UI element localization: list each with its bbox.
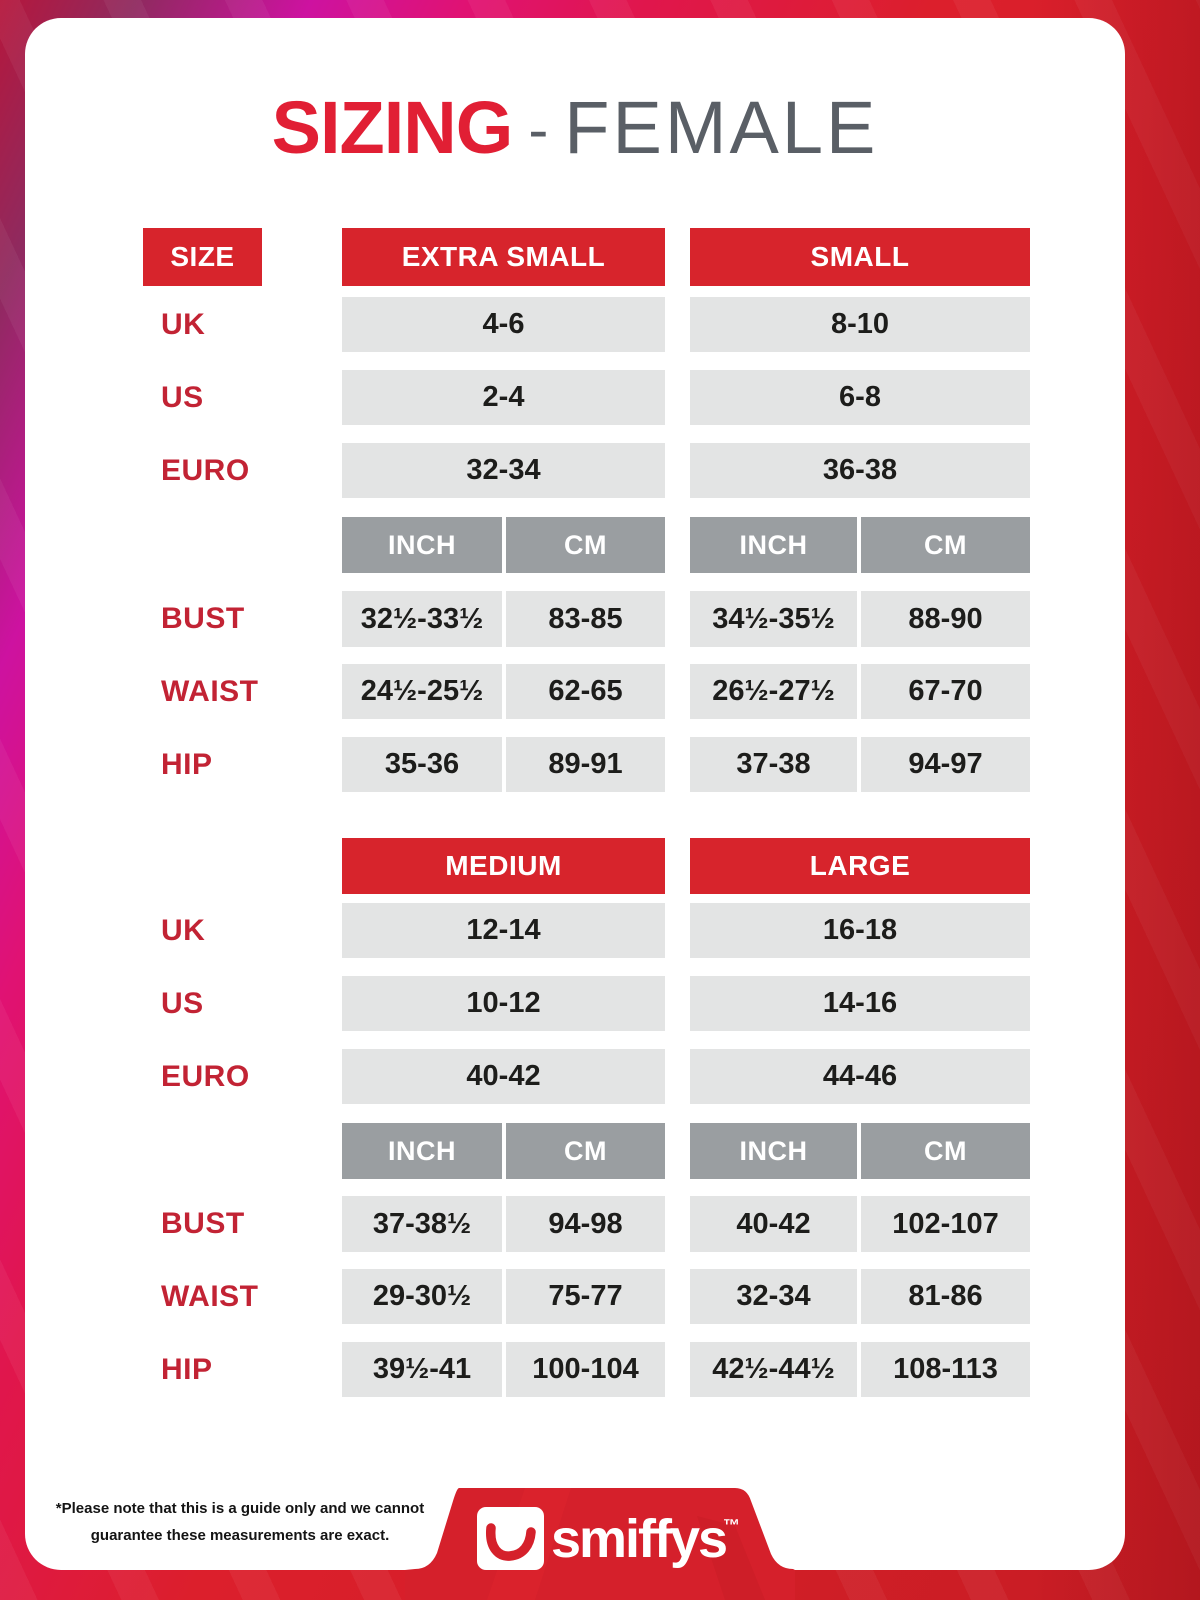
t2-row-label-hip: HIP <box>161 1352 213 1386</box>
t1-size-header: SIZE <box>143 228 262 286</box>
t1-cell-euro-s: 36-38 <box>690 443 1030 498</box>
t2-bust-inch-a: 37-38½ <box>342 1196 502 1252</box>
t1-unit-inch-b: INCH <box>690 517 857 573</box>
t2-col-medium: MEDIUM <box>342 838 665 894</box>
t1-cell-us-xs: 2-4 <box>342 370 665 425</box>
t2-cell-uk-l: 16-18 <box>690 903 1030 958</box>
t2-unit-inch-a: INCH <box>342 1123 502 1179</box>
t1-hip-cm-a: 89-91 <box>506 737 665 792</box>
t2-cell-euro-m: 40-42 <box>342 1049 665 1104</box>
page-title <box>25 84 1125 172</box>
t1-row-label-waist: WAIST <box>161 674 259 708</box>
t1-waist-cm-a: 62-65 <box>506 664 665 719</box>
t1-bust-inch-a: 32½-33½ <box>342 591 502 647</box>
t1-waist-inch-b: 26½-27½ <box>690 664 857 719</box>
smiffys-smile-icon <box>477 1507 544 1570</box>
t1-hip-cm-b: 94-97 <box>861 737 1030 792</box>
disclaimer-note <box>40 1495 440 1549</box>
smiffys-wordmark: smiffys <box>551 1509 727 1569</box>
t1-waist-cm-b: 67-70 <box>861 664 1030 719</box>
t2-waist-inch-a: 29-30½ <box>342 1269 502 1324</box>
t2-waist-inch-b: 32-34 <box>690 1269 857 1324</box>
t2-waist-cm-a: 75-77 <box>506 1269 665 1324</box>
t2-row-label-us: US <box>161 986 204 1020</box>
t1-unit-cm-a: CM <box>506 517 665 573</box>
t2-bust-cm-b: 102-107 <box>861 1196 1030 1252</box>
t1-row-label-hip: HIP <box>161 747 213 781</box>
disclaimer-line-2: guarantee these measurements are exact. <box>90 1527 390 1544</box>
t1-waist-inch-a: 24½-25½ <box>342 664 502 719</box>
t2-row-label-uk: UK <box>161 913 206 947</box>
t2-hip-inch-a: 39½-41 <box>342 1342 502 1397</box>
t2-unit-cm-b: CM <box>861 1123 1030 1179</box>
smiffys-logo-tab <box>405 1486 795 1600</box>
t2-hip-inch-b: 42½-44½ <box>690 1342 857 1397</box>
title-female: FEMALE <box>564 86 879 169</box>
t1-row-label-bust: BUST <box>161 602 245 635</box>
t2-unit-inch-b: INCH <box>690 1123 857 1179</box>
t1-bust-inch-b: 34½-35½ <box>690 591 857 647</box>
t1-row-label-us: US <box>161 380 204 414</box>
t1-unit-inch-a: INCH <box>342 517 502 573</box>
t2-cell-us-l: 14-16 <box>690 976 1030 1031</box>
t2-cell-us-m: 10-12 <box>342 976 665 1031</box>
t1-hip-inch-a: 35-36 <box>342 737 502 792</box>
t2-hip-cm-b: 108-113 <box>861 1342 1030 1397</box>
t2-bust-inch-b: 40-42 <box>690 1196 857 1252</box>
t1-hip-inch-b: 37-38 <box>690 737 857 792</box>
title-sizing: SIZING <box>271 86 513 169</box>
disclaimer-line-1: *Please note that this is a guide only and we cannot <box>55 1500 425 1517</box>
t1-row-label-euro: EURO <box>161 453 250 487</box>
t2-row-label-euro: EURO <box>161 1059 250 1093</box>
t1-col-extra-small: EXTRA SMALL <box>342 228 665 286</box>
t2-waist-cm-b: 81-86 <box>861 1269 1030 1324</box>
t2-bust-cm-a: 94-98 <box>506 1196 665 1252</box>
t2-row-label-waist: WAIST <box>161 1279 259 1313</box>
title-dash: - <box>528 96 549 163</box>
t1-unit-cm-b: CM <box>861 517 1030 573</box>
t2-hip-cm-a: 100-104 <box>506 1342 665 1397</box>
t2-col-large: LARGE <box>690 838 1030 894</box>
trademark-symbol: ™ <box>723 1516 740 1535</box>
t1-cell-uk-xs: 4-6 <box>342 297 665 352</box>
t1-cell-us-s: 6-8 <box>690 370 1030 425</box>
t1-bust-cm-a: 83-85 <box>506 591 665 647</box>
t1-cell-uk-s: 8-10 <box>690 297 1030 352</box>
t1-bust-cm-b: 88-90 <box>861 591 1030 647</box>
t2-unit-cm-a: CM <box>506 1123 665 1179</box>
t2-row-label-bust: BUST <box>161 1207 245 1240</box>
t1-col-small: SMALL <box>690 228 1030 286</box>
t1-cell-euro-xs: 32-34 <box>342 443 665 498</box>
t2-cell-uk-m: 12-14 <box>342 903 665 958</box>
t1-row-label-uk: UK <box>161 307 206 341</box>
t2-cell-euro-l: 44-46 <box>690 1049 1030 1104</box>
